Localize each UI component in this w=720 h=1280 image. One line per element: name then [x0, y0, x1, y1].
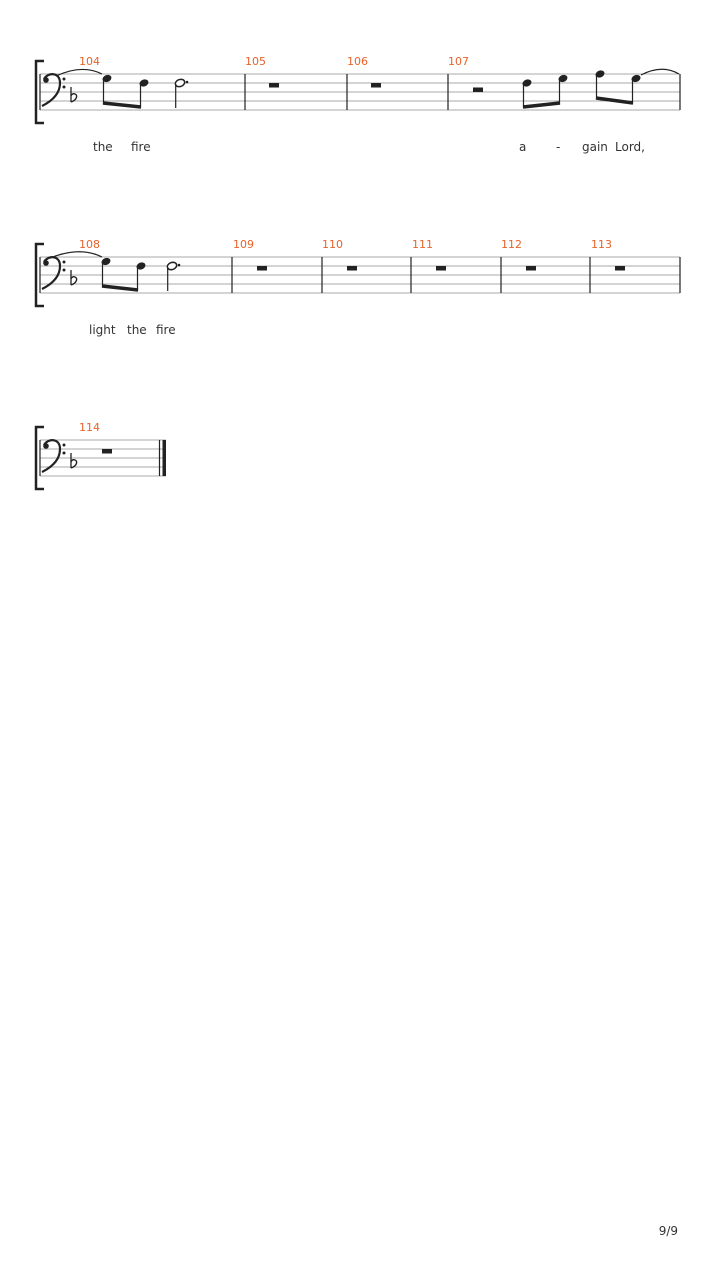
measure-number: 107 — [448, 55, 469, 68]
page-number: 9/9 — [658, 1224, 678, 1238]
staff — [40, 74, 680, 110]
whole-rest — [526, 266, 536, 271]
whole-rest — [371, 83, 381, 88]
measure-number: 114 — [79, 421, 100, 434]
measure-number: 104 — [79, 55, 100, 68]
tie — [56, 69, 102, 76]
lyric-syllable: fire — [131, 140, 151, 154]
system-3 — [36, 421, 166, 489]
measure-number: 111 — [412, 238, 433, 251]
beamed-eighth-notes — [101, 257, 147, 291]
measure-number: 112 — [501, 238, 522, 251]
beamed-eighth-notes — [522, 74, 569, 108]
lyric-syllable: the — [93, 140, 113, 154]
flat-icon — [71, 87, 77, 102]
half-rest — [473, 88, 483, 93]
whole-rest — [102, 449, 112, 454]
system-1 — [36, 55, 680, 154]
dotted-half-note — [166, 261, 180, 291]
whole-rest — [436, 266, 446, 271]
whole-rest — [615, 266, 625, 271]
flat-icon — [71, 270, 77, 285]
lyric-syllable: fire — [156, 323, 176, 337]
lyric-syllable: the — [127, 323, 147, 337]
beamed-eighth-notes — [102, 74, 150, 108]
dotted-half-note — [174, 78, 188, 108]
lyric-syllable: light — [89, 323, 116, 337]
whole-rest — [269, 83, 279, 88]
measure-number: 106 — [347, 55, 368, 68]
lyric-syllable: Lord, — [615, 140, 645, 154]
measure-number: 113 — [591, 238, 612, 251]
measure-number: 109 — [233, 238, 254, 251]
measure-number: 110 — [322, 238, 343, 251]
lyric-syllable: a — [519, 140, 527, 154]
measure-number: 108 — [79, 238, 100, 251]
flat-icon — [71, 453, 77, 468]
whole-rest — [347, 266, 357, 271]
whole-rest — [257, 266, 267, 271]
system-2 — [36, 238, 680, 337]
measure-number: 105 — [245, 55, 266, 68]
lyric-syllable: gain — [582, 140, 608, 154]
staff — [40, 257, 680, 293]
lyric-hyphen: - — [556, 140, 561, 154]
